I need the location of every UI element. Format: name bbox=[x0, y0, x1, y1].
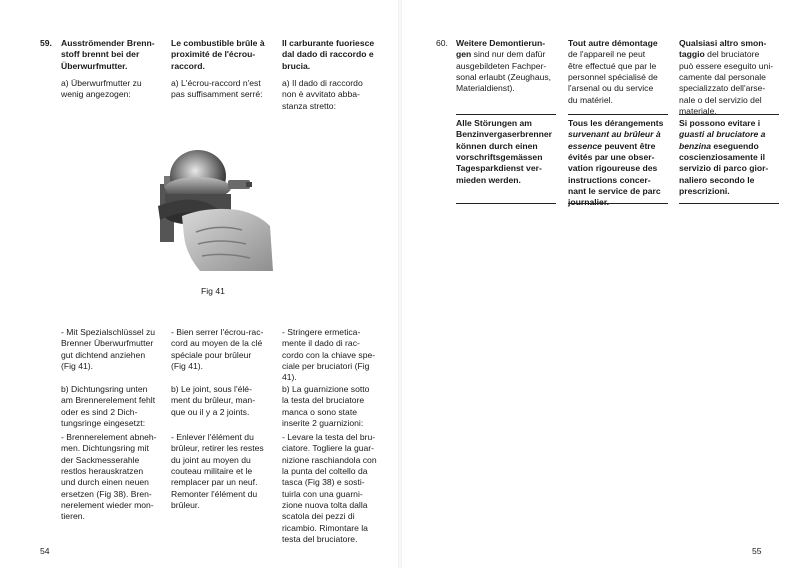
cause-a-french: a) L'écrou-raccord n'est pas suffisamment serré: bbox=[171, 78, 263, 100]
remedy-a-french: - Bien serrer l'écrou-rac- cord au moyen de la clé spéciale pour brûleur (Fig 41). bbox=[171, 327, 264, 372]
disassembly-german bbox=[456, 38, 560, 95]
cause-a-german: a) Überwurfmutter zu wenig angezogen: bbox=[61, 78, 142, 100]
maintenance-note-italian-part1: Si possono evitare i bbox=[679, 118, 761, 128]
disassembly-german-bold: Weitere Demontierun- gen bbox=[456, 38, 546, 60]
page-number-left: 54 bbox=[40, 546, 50, 556]
remedy-b-german: - Brennerelement abneh- men. Dichtungsring mit der Sackmesserahle restlos herauskratzen und durch einen neuen ersetzen (Fig 38). Bren- nerelement wieder mon- tieren. bbox=[61, 432, 157, 522]
cause-b-german: b) Dichtungsring unten am Brennerelement fehlt oder es sind 2 Dich- tungsringe eingesetzt: bbox=[61, 384, 156, 429]
rule-bottom-german bbox=[456, 203, 556, 204]
cause-a-italian: a) Il dado di raccordo non è avvitato abba- stanza stretto: bbox=[282, 78, 363, 111]
maintenance-note-german: Alle Störungen am Benzinvergaserbrenner können durch einen vorschriftsgemässen Tagesparkdienst ver- mieden werden. bbox=[456, 118, 552, 185]
book-gutter bbox=[398, 0, 402, 568]
figure-caption: Fig 41 bbox=[201, 286, 225, 296]
disassembly-french bbox=[568, 38, 672, 106]
rule-bottom-french bbox=[568, 203, 668, 204]
maintenance-note-french bbox=[568, 118, 672, 209]
rule-bottom-italian bbox=[679, 203, 779, 204]
burner-wrench-photo bbox=[138, 136, 273, 271]
remedy-b-italian: - Levare la testa del bru- ciatore. Togliere la guar- nizione raschiandola con la punta del coltello da tasca (Fig 38) e sosti- tuirla con una guarni- zione nuova tolta dalla scatola dei pezzi di ricambio. Rimontare la testa del bruciatore. bbox=[282, 432, 377, 545]
maintenance-note-french-part2: survenant au brûleur à essence bbox=[568, 129, 661, 151]
disassembly-italian bbox=[679, 38, 779, 117]
cause-b-french: b) Le joint, sous l'élé- ment du brûleur, man- que ou il y a 2 joints. bbox=[171, 384, 256, 417]
heading-french: Le combustible brûle à proximité de l'écrou- raccord. bbox=[171, 38, 265, 71]
rule-top-french bbox=[568, 114, 668, 115]
disassembly-italian-bold: Qualsiasi altro smon- taggio bbox=[679, 38, 767, 60]
heading-italian: Il carburante fuoriesce dal dado di raccordo e brucia. bbox=[282, 38, 375, 71]
hand-icon bbox=[182, 209, 273, 271]
remedy-b-french: - Enlever l'élément du brûleur, retirer les restes du joint au moyen du couteau militaire et le remplacer par un neuf. Remonter l'élément du brûleur. bbox=[171, 432, 264, 511]
item-number-60: 60. bbox=[436, 38, 448, 48]
maintenance-note-french-part3: peuvent être évités par une obser- vation rigoureuse des instructions concer- nant le service de parc journalier. bbox=[568, 140, 661, 208]
disassembly-italian-text: del bruciatore può essere eseguito uni- camente dal personale specializzato dell'arse- nale o del servizio del materiale. bbox=[679, 49, 774, 117]
remedy-a-italian: - Stringere ermetica- mente il dado di rac- cordo con la chiave spe- ciale per bruciatori (Fig 41). bbox=[282, 327, 376, 383]
heading-german: Ausströmender Brenn- stoff brennt bei der Überwurfmutter. bbox=[61, 38, 155, 71]
rule-top-german bbox=[456, 114, 556, 115]
cause-b-italian: b) La guarnizione sotto la testa del bruciatore manca o sono state inserite 2 guarnizioni: bbox=[282, 384, 370, 429]
disassembly-german-text: sind nur dem dafür ausgebildeten Fachper- sonal erlaubt (Zeughaus, Materialdienst). bbox=[456, 49, 552, 94]
disassembly-french-bold: Tout autre démontage bbox=[568, 38, 658, 48]
page-number-right: 55 bbox=[752, 546, 762, 556]
disassembly-french-text: de l'appareil ne peut être effectué que par le personnel spécialisé de l'arsenal ou du service du matériel. bbox=[568, 49, 658, 105]
rule-top-italian bbox=[679, 114, 779, 115]
item-number-59: 59. bbox=[40, 38, 52, 48]
remedy-a-german: - Mit Spezialschlüssel zu Brenner Überwurfmutter gut dichtend anziehen (Fig 41). bbox=[61, 327, 156, 372]
maintenance-note-italian bbox=[679, 118, 779, 197]
maintenance-note-italian-part2: guasti al bruciatore a benzina bbox=[679, 129, 766, 151]
maintenance-note-italian-part3: eseguendo coscienziosamente il servizio di parco gior- naliero secondo le prescrizioni. bbox=[679, 140, 769, 197]
maintenance-note-french-part1: Tous les dérangements bbox=[568, 118, 664, 128]
